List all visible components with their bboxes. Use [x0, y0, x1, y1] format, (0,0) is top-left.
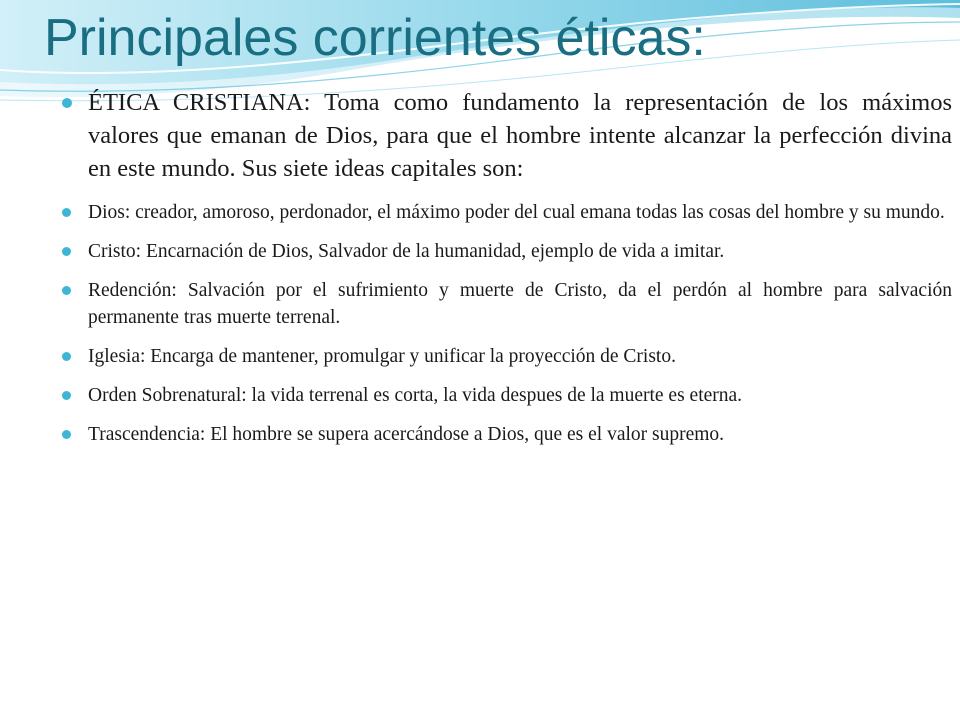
slide-title: Principales corrientes éticas:	[44, 9, 706, 67]
bullet-dot-icon	[62, 98, 72, 108]
bullet-dot-icon	[62, 391, 71, 400]
list-item-etica-cristiana	[62, 86, 952, 185]
bullet-list	[62, 86, 952, 460]
bullet-dot-icon	[62, 352, 71, 361]
list-item-trascendencia	[62, 421, 952, 448]
list-item-dios	[62, 199, 952, 226]
list-item-text: Cristo: Encarnación de Dios, Salvador de la humanidad, ejemplo de vida a imitar.	[88, 241, 725, 262]
list-item-text: Redención: Salvación por el sufrimiento y muerte de Cristo, da el perdón al hombre para salvación permanente tras muerte terrenal.	[88, 280, 952, 328]
list-item-text: Dios: creador, amoroso, perdonador, el máximo poder del cual emana todas las cosas del hombre y su mundo.	[88, 202, 945, 223]
list-item-iglesia	[62, 343, 952, 370]
list-item-cristo	[62, 238, 952, 265]
list-item-text: Iglesia: Encarga de mantener, promulgar y unificar la proyección de Cristo.	[88, 346, 676, 367]
list-item-orden-sobrenatural	[62, 382, 952, 409]
bullet-dot-icon	[62, 286, 71, 295]
list-item-text: ÉTICA CRISTIANA: Toma como fundamento la representación de los máximos valores que emanan de Dios, para que el hombre intente alcanzar la perfección divina en este mundo. Sus siete ideas capitales son:	[88, 89, 952, 182]
bullet-dot-icon	[62, 208, 71, 217]
list-item-text: Orden Sobrenatural: la vida terrenal es corta, la vida despues de la muerte es eterna.	[88, 385, 743, 406]
bullet-dot-icon	[62, 247, 71, 256]
bullet-dot-icon	[62, 430, 71, 439]
list-item-text: Trascendencia: El hombre se supera acercándose a Dios, que es el valor supremo.	[88, 424, 725, 445]
list-item-redencion	[62, 277, 952, 331]
